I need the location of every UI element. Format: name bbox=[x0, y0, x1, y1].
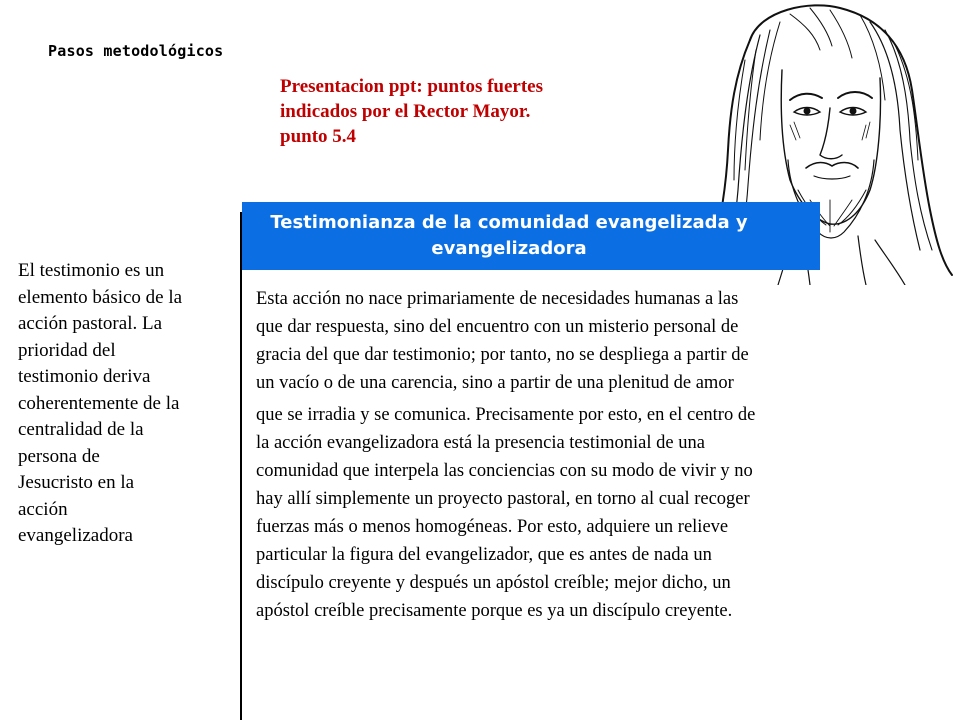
note-line: Presentacion ppt: puntos fuertes bbox=[280, 76, 544, 97]
main-paragraph bbox=[256, 285, 916, 625]
sidebar-line: coherentemente de la bbox=[18, 392, 180, 414]
body-line: fuerzas más o menos homogéneas. Por esto, adquiere un relieve bbox=[256, 517, 729, 537]
body-line: Esta acción no nace primariamente de necesidades humanas a las bbox=[256, 289, 739, 309]
vertical-divider bbox=[240, 212, 242, 720]
body-line: particular la figura del evangelizador, que es antes de nada un bbox=[256, 545, 712, 565]
note-line: punto 5.4 bbox=[280, 126, 357, 147]
body-line: que se irradia y se comunica. Precisamente por esto, en el centro de bbox=[256, 405, 756, 425]
sidebar-line: acción pastoral. La bbox=[18, 313, 163, 334]
sidebar-line: acción bbox=[18, 498, 68, 520]
section-banner bbox=[242, 202, 820, 270]
sidebar-line: evangelizadora bbox=[18, 525, 133, 546]
sidebar-line: elemento básico de la bbox=[18, 286, 183, 308]
header-label: Pasos metodológicos bbox=[48, 42, 224, 60]
sidebar-line: Jesucristo en la bbox=[18, 472, 135, 493]
body-line: apóstol creíble precisamente porque es ya un discípulo creyente. bbox=[256, 601, 733, 621]
note-line: indicados por el Rector Mayor. bbox=[280, 101, 531, 122]
sidebar-line: centralidad de la bbox=[18, 419, 144, 440]
banner-line: Testimonianza de la comunidad evangelizada y bbox=[270, 212, 748, 233]
body-line: que dar respuesta, sino del encuentro con un misterio personal de bbox=[256, 317, 739, 337]
body-line: la acción evangelizadora está la presencia testimonial de una bbox=[256, 433, 705, 453]
sidebar-line: El testimonio es un bbox=[18, 260, 165, 281]
sidebar-line: persona de bbox=[18, 445, 100, 467]
presentation-note bbox=[280, 74, 660, 149]
body-line: discípulo creyente y después un apóstol creíble; mejor dicho, un bbox=[256, 573, 731, 593]
sidebar-line: testimonio deriva bbox=[18, 366, 151, 387]
banner-line: evangelizadora bbox=[431, 238, 587, 259]
body-line: hay allí simplemente un proyecto pastoral, en torno al cual recoger bbox=[256, 489, 750, 509]
body-line: gracia del que dar testimonio; por tanto, no se despliega a partir de bbox=[256, 345, 749, 365]
body-line: un vacío o de una carencia, sino a partir de una plenitud de amor bbox=[256, 373, 734, 393]
sidebar-paragraph bbox=[18, 258, 230, 550]
body-line: comunidad que interpela las conciencias con su modo de vivir y no bbox=[256, 461, 753, 481]
sidebar-line: prioridad del bbox=[18, 339, 116, 361]
